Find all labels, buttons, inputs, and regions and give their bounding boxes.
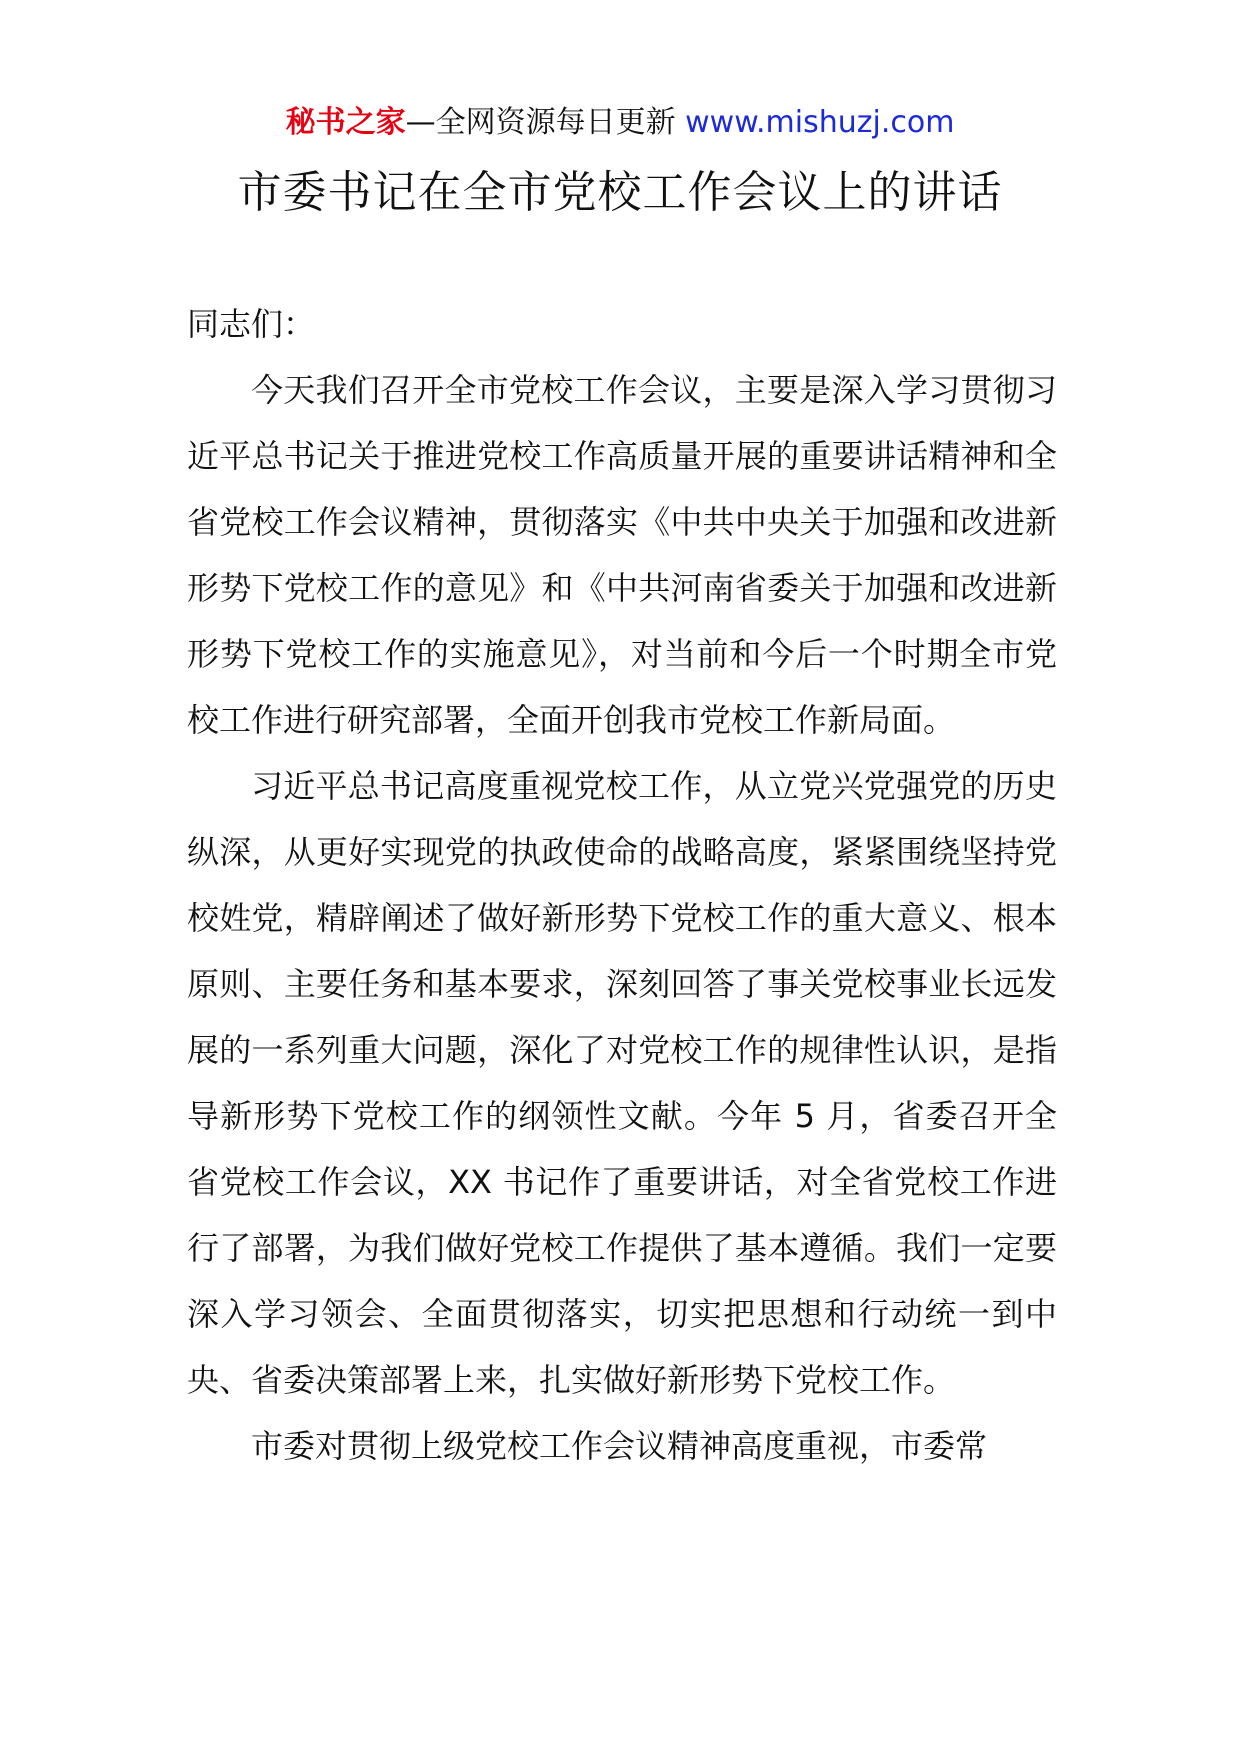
salutation: 同志们： bbox=[187, 305, 316, 343]
document-body bbox=[187, 291, 1057, 1479]
site-header bbox=[0, 101, 1240, 145]
paragraph-1: 今天我们召开全市党校工作会议，主要是深入学习贯彻习近平总书记关于推进党校工作高质量开展的重要讲话精神和全省党校工作会议精神，贯彻落实《中共中央关于加强和改进新形势下党校工作的意见》和《中共河南省委关于加强和改进新形势下党校工作的实施意见》，对当前和今后一个时期全市党校工作进行研究部署，全面开创我市党校工作新局面。 bbox=[187, 371, 1057, 739]
paragraph-3: 市委对贯彻上级党校工作会议精神高度重视，市委常 bbox=[251, 1427, 988, 1465]
document-title: 市委书记在全市党校工作会议上的讲话 bbox=[237, 167, 1003, 218]
header-tagline: —全网资源每日更新 bbox=[405, 105, 676, 140]
site-url-link[interactable]: www.mishuzj.com bbox=[685, 105, 955, 140]
brand-name: 秘书之家 bbox=[285, 105, 406, 140]
paragraph-2: 习近平总书记高度重视党校工作，从立党兴党强党的历史纵深，从更好实现党的执政使命的战略高度，紧紧围绕坚持党校姓党，精辟阐述了做好新形势下党校工作的重大意义、根本原则、主要任务和基本要求，深刻回答了事关党校事业长远发展的一系列重大问题，深化了对党校工作的规律性认识，是指导新形势下党校工作的纲领性文献。今年 5 月，省委召开全省党校工作会议，XX 书记作了重要讲话，对全省党校工作进行了部署，为我们做好党校工作提供了基本遵循。我们一定要深入学习领会、全面贯彻落实，切实把思想和行动统一到中央、省委决策部署上来，扎实做好新形势下党校工作。 bbox=[187, 767, 1057, 1399]
